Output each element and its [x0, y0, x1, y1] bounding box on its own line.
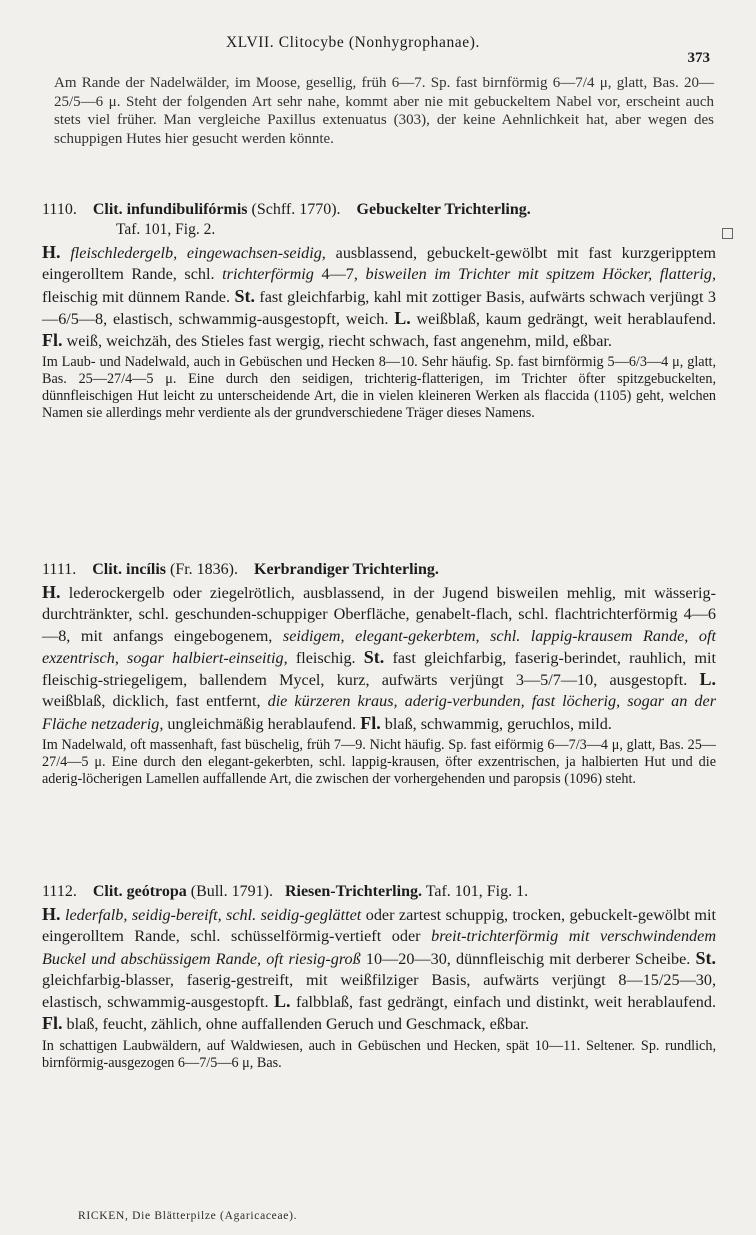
hat-text: fleischig.: [287, 648, 364, 667]
hat-label: H.: [42, 582, 61, 602]
stem-text: gleichfarbig-blasser, faserig-gestreift, mit weißfilziger Basis, aufwärts verjüngt 8—15/25—30, elastisch, schwammig-ausgestopft.: [42, 970, 716, 1012]
species-number: 1111.: [42, 561, 77, 578]
gills-label: L.: [699, 669, 716, 690]
hat-text-italic: seidigem, elegant-gekerbtem, schl. lappig-krausem Rande, oft exzentrisch, sogar halbiert-einseitig,: [42, 626, 716, 667]
flesh-label: Fl.: [360, 712, 381, 733]
gills-text: falbblaß, fast gedrängt, einfach und distinkt, weit herablaufend.: [290, 993, 716, 1012]
species-author: (Fr. 1836).: [170, 561, 238, 578]
flesh-text: weiß, weichzäh, des Stieles fast wergig, riecht schwach, fast angenehm, mild, eßbar.: [62, 332, 612, 351]
species-heading: [42, 560, 716, 580]
species-name: Clit. incílis: [92, 561, 166, 578]
hat-label: H.: [42, 904, 61, 924]
species-number: 1112.: [42, 883, 77, 900]
species-german-name: Gebuckelter Trichterling.: [356, 201, 531, 218]
square-mark-icon: [722, 228, 733, 239]
species-entry-1110: [42, 200, 716, 422]
species-heading: [42, 200, 716, 220]
page-footer: RICKEN, Die Blätterpilze (Agaricaceae).: [78, 1210, 298, 1222]
species-heading: [42, 882, 716, 902]
habitat-notes: Im Laub- und Nadelwald, auch in Gebüschen und Hecken 8—10. Sehr häufig. Sp. fast birnförmig 5—6/3—4 μ, glatt, Bas. 25—27/4—5 μ. Eine durch den seidigen, trichterig-flatterigen, im Trichter öfter spitzgebuckelten, dünnfleischigen Hut leicht zu unterscheidende Art, die in vielen kleineren Werken als flaccida (1105) geht, welchen Namen sie allerdings mehr verdiente als der grundverschiedene Träger dieses Namens.: [42, 354, 716, 421]
stem-label: St.: [363, 646, 385, 667]
gills-text: weißblaß, kaum gedrängt, weit herablaufend.: [410, 309, 717, 328]
gills-text: ungleichmäßig herablaufend.: [163, 714, 361, 733]
page-header: [0, 34, 756, 64]
flesh-label: Fl.: [42, 330, 63, 351]
plate-reference: Taf. 101, Fig. 2.: [116, 221, 216, 238]
species-number: 1110.: [42, 201, 77, 218]
flesh-label: Fl.: [42, 1013, 63, 1034]
hat-text-italic: lederfalb, seidig-bereift, schl. seidig-geglättet: [64, 906, 362, 924]
hat-text: 4—7,: [313, 265, 366, 284]
flesh-text: blaß, schwammig, geruchlos, mild.: [380, 714, 612, 733]
hat-text: ausblassend, gebuckelt-gewölbt mit fast kurzgeripptem eingerolltem Rande, schl.: [42, 244, 716, 284]
hat-text-italic: fleischledergelb, eingewachsen-seidig,: [70, 244, 326, 262]
stem-label: St.: [234, 285, 255, 306]
habitat-notes: In schattigen Laubwäldern, auf Waldwiesen, auch in Gebüschen und Hecken, spät 10—11. Seltener. Sp. rundlich, birnförmig-ausgezogen 6—7/5—6 μ, Bas.: [42, 1037, 716, 1071]
gills-text: weißblaß, dicklich, fast entfernt,: [42, 692, 268, 711]
hat-text-italic: breit-trichterförmig mit verschwindendem Buckel und abschüssigem Rande, oft riesig-groß: [42, 927, 717, 968]
species-german-name: Riesen-Trichterling.: [284, 883, 422, 900]
hat-text: [61, 244, 71, 262]
hat-text: fleischig mit dünnem Rande.: [42, 287, 235, 306]
gills-label: L.: [274, 991, 291, 1012]
hat-label: H.: [42, 242, 61, 262]
species-description: [42, 242, 716, 352]
species-author: (Schff. 1770).: [251, 201, 341, 218]
species-name: Clit. geótropa: [92, 883, 187, 900]
hat-text-italic: trichterförmig: [222, 265, 314, 284]
hat-text: 10—20—30, dünnfleischig mit derberer Scheibe.: [360, 949, 696, 968]
species-german-name: Kerbrandiger Trichterling.: [254, 561, 439, 578]
species-name: Clit. infundibulifórmis: [92, 201, 248, 218]
gills-label: L.: [394, 307, 411, 328]
stem-text: fast gleichfarbig, kahl mit zottiger Basis, aufwärts schwach verjüngt 3—6/5—8, elastisch, schwammig-ausgestopft, weich.: [42, 287, 716, 328]
hat-text-italic: bisweilen im Trichter mit spitzem Höcker, flatterig,: [365, 265, 717, 284]
stem-label: St.: [695, 947, 716, 968]
gills-text-italic: die kürzeren kraus, aderig-verbunden, fast löcherig, sogar an der Fläche netzaderig,: [42, 692, 716, 733]
species-entry-1112: [42, 882, 716, 1071]
hat-text: lederockergelb oder ziegelrötlich, ausblassend, in der Jugend bisweilen mehlig, mit wässerig-durchtränkter, schl. geschunden-schuppiger Oberfläche, genabelt-flach, schl. flachtrichterförmig 4—6—8, mit anfangs eingebogenem,: [42, 584, 716, 645]
species-entry-1111: [42, 560, 716, 787]
habitat-notes: Im Nadelwald, oft massenhaft, fast büschelig, früh 7—9. Nicht häufig. Sp. fast eiförmig 6—7/3—4 μ, glatt, Bas. 25—27/4—5 μ. Eine durch den elegant-gekerbten, schl. lappig-krausen, öfter exzentrischen, ja halbierten Hut und die aderig-löcherigen Lamellen auffallende Art, die zwischen der vorhergehenden und paropsis (1096) steht.: [42, 737, 716, 787]
page-number: 373: [687, 50, 710, 66]
flesh-text: blaß, feucht, zählich, ohne auffallenden Geruch und Geschmack, eßbar.: [62, 1015, 529, 1034]
species-description: [42, 582, 716, 735]
plate-reference: Taf. 101, Fig. 1.: [425, 883, 529, 900]
stem-text: fast gleichfarbig, faserig-berindet, rauhlich, mit fleischig-striegeligem, ballendem Mycel, kurz, aufwärts verjüngt 3—5/7—10, ausgestopft.: [42, 648, 716, 690]
continuation-paragraph: Am Rande der Nadelwälder, im Moose, gesellig, früh 6—7. Sp. fast birnförmig 6—7/4 μ, glatt, Bas. 20—25/5—6 μ. Steht der folgenden Art sehr nahe, kommt aber nie mit gebuckeltem Nabel vor, erscheint auch stets viel früher. Man vergleiche Paxillus extenuatus (303), der keine Aehnlichkeit hat, aber wegen des schuppigen Hutes hier gesucht werden könnte.: [54, 75, 714, 147]
running-head: XLVII. Clitocybe (Nonhygrophanae).: [226, 34, 480, 51]
species-description: [42, 904, 716, 1036]
species-author: (Bull. 1791).: [190, 883, 273, 900]
hat-text: oder zartest schuppig, trocken, gebuckelt-gewölbt mit eingerolltem Rande, schl. schüsselförmig-vertieft oder: [42, 906, 717, 946]
